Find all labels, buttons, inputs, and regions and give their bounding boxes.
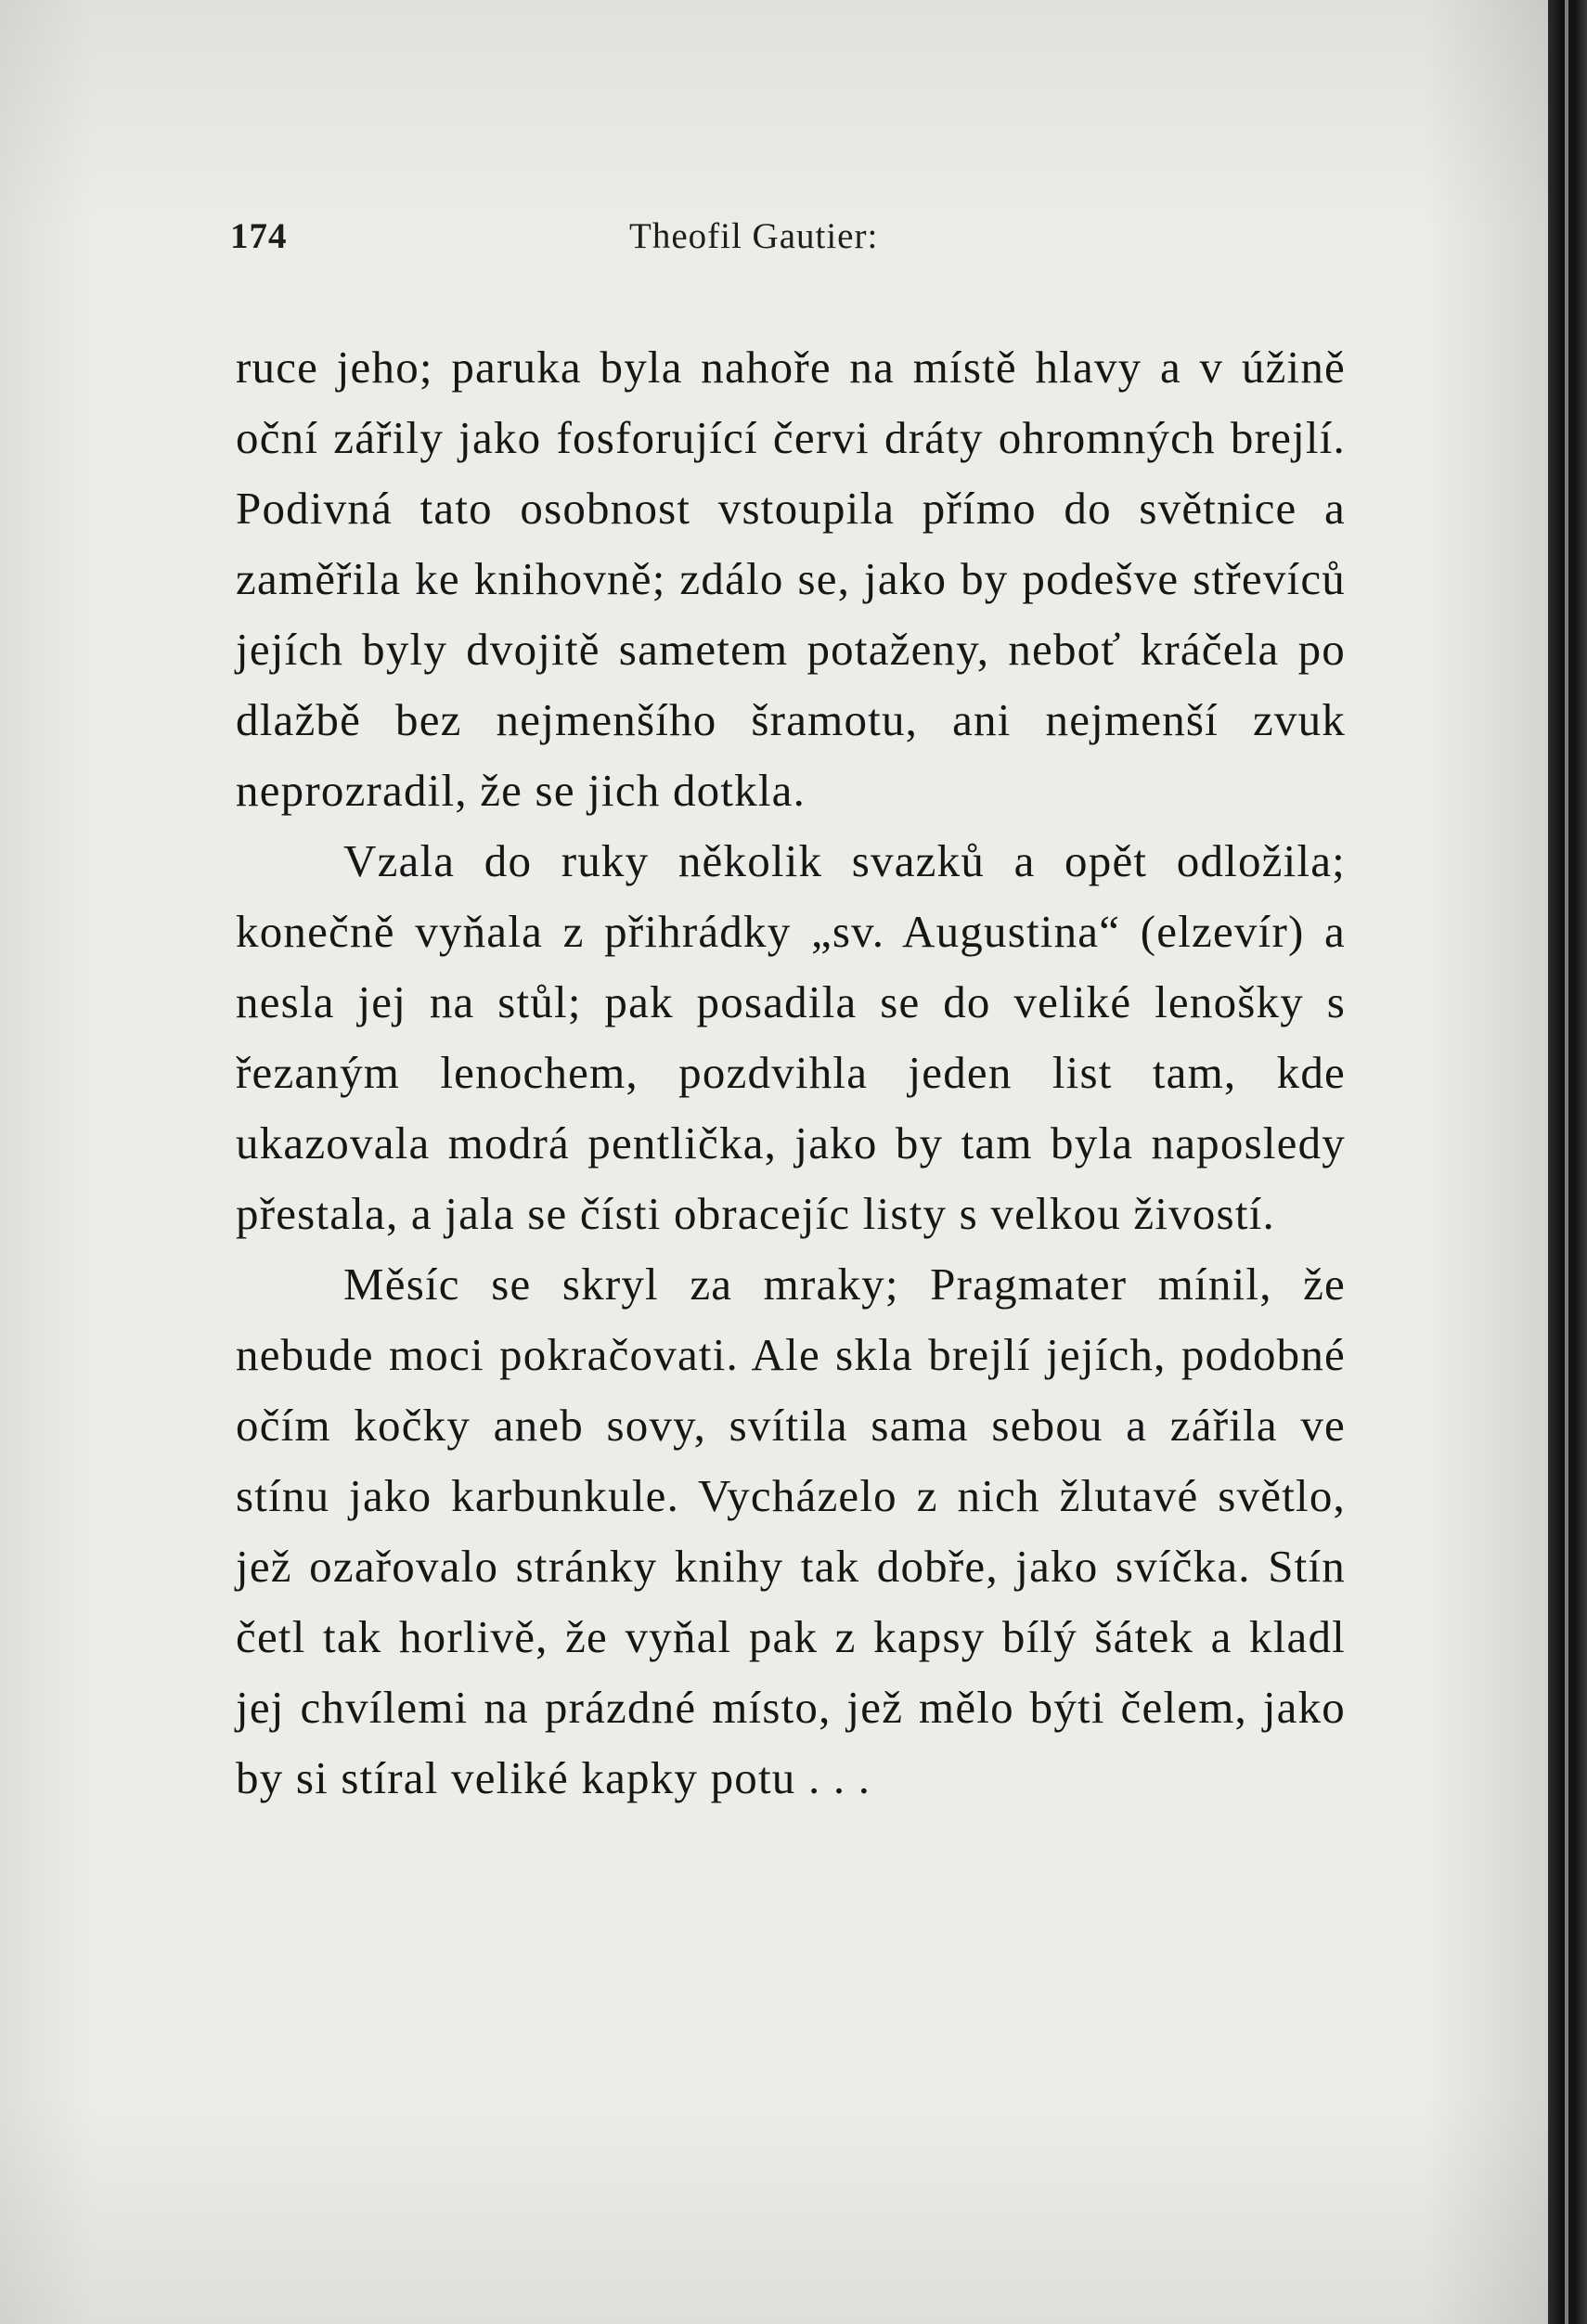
running-title: Theofil Gautier: <box>629 216 879 256</box>
paragraph-1: ruce jeho; paruka byla nahoře na místě hlavy a v úžině oční zářily jako fosforující červi dráty ohromných brejlí. Podivná tato osobnost vstoupila přímo do světnice a zaměřila ke knihovně; zdálo se, jako by podešve střevíců jejích byly dvojitě sametem potaženy, neboť kráčela po dlažbě bez nejmenšího šramotu, ani nejmenší zvuk neprozradil, že se jich dotkla. <box>236 342 1346 816</box>
spine-highlight <box>1565 0 1568 2324</box>
page-text <box>236 332 1346 1814</box>
paragraph-3: Měsíc se skryl za mraky; Pragmater mínil, že nebude moci pokračovati. Ale skla brejlí jejích, podobné očím kočky aneb sovy, svítila sama sebou a zářila ve stínu jako karbunkule. Vycházelo z nich žlutavé světlo, jež ozařovalo stránky knihy tak dobře, jako svíčka. Stín četl tak horlivě, že vyňal pak z kapsy bílý šátek a kladl jej chvílemi na prázdné místo, jež mělo býti čelem, jako by si stíral veliké kapky potu . . . <box>236 1259 1346 1803</box>
page-header <box>230 215 924 271</box>
book-spine-edge <box>1548 0 1587 2324</box>
page-number: 174 <box>230 216 288 256</box>
paragraph-2: Vzala do ruky několik svazků a opět odložila; konečně vyňala z přihrádky „sv. Augustina“ (elzevír) a nesla jej na stůl; pak posadila se do veliké lenošky s řezaným lenochem, pozdvihla jeden list tam, kde ukazovala modrá pentlička, jako by tam byla naposledy přestala, a jala se čísti obracejíc listy s velkou živostí. <box>236 835 1346 1239</box>
